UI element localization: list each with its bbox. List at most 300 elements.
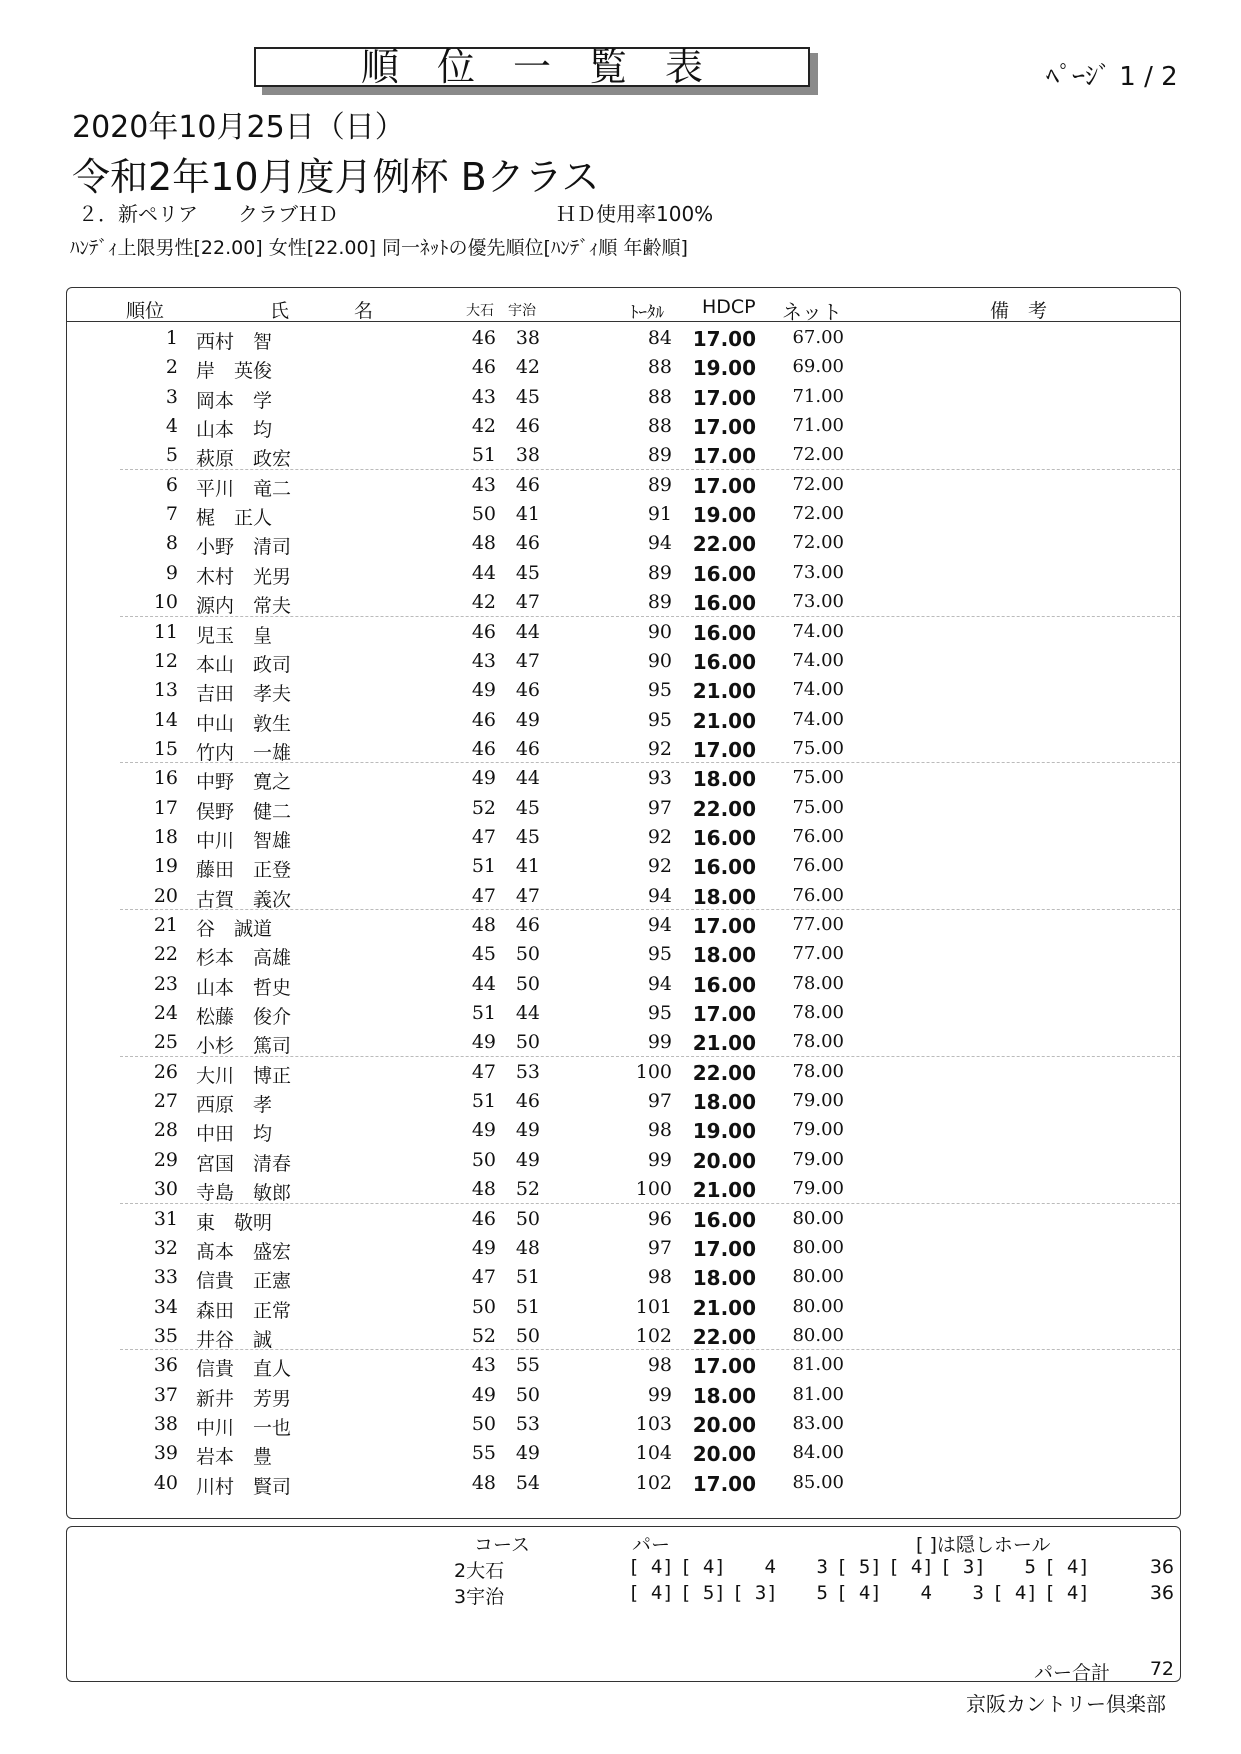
par-total-label: パー合計: [1034, 1662, 1111, 1684]
rank-cell: 5: [165, 444, 178, 467]
in-score: 47: [515, 591, 540, 614]
player-name: 中川 一也: [196, 1416, 292, 1439]
hdcp-value: 21.00: [692, 1295, 756, 1320]
in-score: 46: [515, 532, 540, 555]
player-name: 杉本 高雄: [196, 947, 292, 970]
rank-cell: 34: [153, 1295, 178, 1318]
table-row: [0, 1086, 1241, 1115]
in-score: 50: [515, 1324, 540, 1347]
out-score: 43: [471, 473, 496, 496]
player-name: 中野 寛之: [196, 771, 292, 794]
hdcp-value: 17.00: [692, 914, 756, 938]
total-score: 84: [647, 327, 672, 349]
hdcp-value: 17.00: [692, 737, 756, 762]
player-name: 山本 哲史: [196, 976, 292, 999]
net-score: 74.00: [792, 679, 844, 701]
total-score: 94: [647, 532, 672, 555]
par-label: パー: [632, 1534, 671, 1556]
hole-par: [ 4]: [888, 1556, 934, 1578]
net-score: 72.00: [792, 503, 844, 525]
hdcp-value: 21.00: [692, 1031, 756, 1056]
table-row: [0, 440, 1241, 469]
total-score: 89: [647, 561, 672, 584]
out-score: 48: [471, 914, 496, 936]
total-score: 92: [647, 737, 672, 760]
hole-par: [ 4]: [1044, 1582, 1090, 1604]
out-score: 48: [471, 1178, 496, 1201]
hdcp-value: 18.00: [692, 1090, 756, 1115]
total-score: 89: [647, 473, 672, 496]
table-row: [0, 969, 1241, 998]
in-score: 44: [515, 620, 540, 643]
rank-cell: 26: [153, 1060, 178, 1083]
hdcp-value: 16.00: [692, 825, 756, 850]
rank-cell: 1: [165, 327, 178, 349]
player-name: 梶 正人: [196, 507, 273, 530]
in-score: 46: [515, 415, 540, 438]
total-score: 94: [647, 914, 672, 936]
rank-cell: 18: [153, 825, 178, 848]
in-score: 45: [515, 561, 540, 584]
table-row: [0, 1262, 1241, 1291]
table-row: [0, 1145, 1241, 1174]
player-name: 中田 均: [196, 1123, 273, 1146]
player-name: 信貴 正憲: [196, 1270, 292, 1293]
rank-cell: 8: [165, 532, 178, 555]
in-score: 45: [515, 796, 540, 819]
col-net: ネット: [782, 300, 842, 324]
hdcp-value: 17.00: [692, 1002, 756, 1027]
in-score: 49: [515, 1119, 540, 1142]
rank-cell: 4: [165, 415, 178, 438]
total-score: 88: [647, 385, 672, 408]
hole-par: [ 5]: [836, 1556, 882, 1578]
net-score: 67.00: [792, 327, 844, 348]
player-name: 谷 誠道: [196, 918, 273, 940]
col-total: ﾄｰﾀﾙ: [630, 303, 664, 323]
table-row: [0, 470, 1241, 499]
total-score: 97: [647, 1236, 672, 1259]
hdcp-value: 22.00: [692, 796, 756, 821]
in-score: 47: [515, 884, 540, 907]
in-score: 50: [515, 972, 540, 995]
total-score: 90: [647, 620, 672, 643]
hole-par: [ 4]: [680, 1556, 726, 1578]
table-row: [0, 499, 1241, 528]
hdcp-value: 20.00: [692, 1148, 756, 1173]
table-row: [0, 851, 1241, 880]
table-row: [0, 939, 1241, 968]
in-score: 51: [515, 1266, 540, 1289]
in-score: 49: [515, 1442, 540, 1465]
total-score: 99: [647, 1383, 672, 1406]
table-row: [0, 1292, 1241, 1321]
out-score: 47: [471, 1060, 496, 1083]
in-score: 38: [515, 444, 540, 467]
rank-cell: 9: [165, 561, 178, 584]
in-score: 50: [515, 943, 540, 966]
rank-cell: 7: [165, 503, 178, 526]
total-score: 88: [647, 415, 672, 438]
player-name: 源内 常夫: [196, 595, 292, 618]
out-score: 46: [471, 1207, 496, 1230]
total-score: 89: [647, 591, 672, 614]
net-score: 74.00: [792, 649, 844, 671]
net-score: 80.00: [792, 1266, 844, 1288]
hdcp-value: 16.00: [692, 1207, 756, 1232]
rank-cell: 16: [153, 767, 178, 790]
total-score: 98: [647, 1354, 672, 1377]
out-score: 51: [471, 1090, 496, 1113]
player-name: 井谷 誠: [196, 1328, 273, 1351]
in-score: 44: [515, 1002, 540, 1025]
table-row: [0, 1115, 1241, 1144]
player-name: 西原 孝: [196, 1094, 273, 1117]
table-row: [0, 617, 1241, 646]
out-score: 47: [471, 1266, 496, 1289]
hdcp-value: 16.00: [692, 649, 756, 674]
table-row: [0, 528, 1241, 557]
course-name: 3宇治: [454, 1586, 505, 1608]
player-name: 吉田 孝夫: [196, 683, 292, 706]
in-score: 46: [515, 737, 540, 760]
player-name: 東 敬明: [196, 1211, 273, 1234]
in-score: 52: [515, 1178, 540, 1201]
hole-par: [ 4]: [1044, 1556, 1090, 1578]
col-name-1: 氏: [270, 300, 290, 322]
in-score: 44: [515, 767, 540, 790]
net-score: 75.00: [792, 796, 844, 818]
player-name: 松藤 俊介: [196, 1006, 292, 1029]
player-name: 髙本 盛宏: [196, 1240, 292, 1263]
player-name: 岩本 豊: [196, 1446, 273, 1469]
total-score: 88: [647, 356, 672, 379]
player-name: 木村 光男: [196, 565, 292, 588]
total-score: 103: [635, 1412, 672, 1435]
hd-rate: ＨＤ使用率100%: [556, 202, 714, 226]
net-score: 79.00: [792, 1178, 844, 1200]
in-score: 45: [515, 825, 540, 848]
rank-cell: 36: [153, 1354, 178, 1377]
out-score: 47: [471, 884, 496, 907]
hdcp-value: 17.00: [692, 1354, 756, 1379]
total-score: 100: [635, 1060, 672, 1083]
table-row: [0, 1380, 1241, 1409]
rank-cell: 20: [153, 884, 178, 907]
net-score: 83.00: [792, 1412, 844, 1434]
out-score: 48: [471, 532, 496, 555]
player-name: 新井 芳男: [196, 1387, 292, 1410]
course-name: 2大石: [454, 1560, 505, 1582]
out-score: 52: [471, 796, 496, 819]
net-score: 80.00: [792, 1236, 844, 1258]
out-score: 44: [471, 561, 496, 584]
table-row: [0, 675, 1241, 704]
rank-cell: 28: [153, 1119, 178, 1142]
net-score: 77.00: [792, 914, 844, 935]
hdcp-value: 17.00: [692, 415, 756, 440]
hole-par: [ 5]: [680, 1582, 726, 1604]
in-score: 55: [515, 1354, 540, 1377]
hdcp-value: 20.00: [692, 1442, 756, 1467]
total-score: 93: [647, 767, 672, 790]
total-score: 92: [647, 855, 672, 878]
in-score: 42: [515, 356, 540, 379]
table-row: [0, 1027, 1241, 1056]
hole-par: 3: [972, 1582, 984, 1604]
hdcp-value: 17.00: [692, 444, 756, 469]
rank-cell: 32: [153, 1236, 178, 1259]
hole-par: 4: [920, 1582, 932, 1604]
hole-par: [ 3]: [732, 1582, 778, 1604]
player-name: 中山 敦生: [196, 712, 292, 735]
player-name: 竹内 一雄: [196, 741, 292, 764]
player-name: 古賀 義次: [196, 888, 292, 911]
table-row: [0, 705, 1241, 734]
hdcp-value: 22.00: [692, 532, 756, 557]
net-score: 78.00: [792, 1002, 844, 1024]
hdcp-value: 22.00: [692, 1324, 756, 1349]
out-score: 44: [471, 972, 496, 995]
net-score: 80.00: [792, 1295, 844, 1317]
table-row: [0, 1174, 1241, 1203]
player-name: 本山 政司: [196, 653, 292, 676]
hdcp-value: 16.00: [692, 972, 756, 997]
hdcp-value: 21.00: [692, 679, 756, 704]
total-score: 100: [635, 1178, 672, 1201]
table-row: [0, 910, 1241, 939]
rank-cell: 30: [153, 1178, 178, 1201]
hole-par: 5: [816, 1582, 828, 1604]
hdcp-value: 16.00: [692, 855, 756, 880]
col-rank: 順位: [126, 300, 165, 322]
hole-par: [ 4]: [836, 1582, 882, 1604]
table-row: [0, 411, 1241, 440]
total-score: 90: [647, 649, 672, 672]
out-score: 49: [471, 679, 496, 702]
player-name: 西村 智: [196, 331, 273, 353]
net-score: 78.00: [792, 1060, 844, 1082]
rank-cell: 3: [165, 385, 178, 408]
player-name: 平川 竜二: [196, 477, 292, 500]
net-score: 69.00: [792, 356, 844, 378]
in-score: 46: [515, 679, 540, 702]
out-score: 51: [471, 1002, 496, 1025]
hole-par: 4: [764, 1556, 776, 1578]
out-score: 49: [471, 1119, 496, 1142]
table-row: [0, 1057, 1241, 1086]
table-row: [0, 1409, 1241, 1438]
rank-cell: 11: [153, 620, 178, 643]
rank-cell: 38: [153, 1412, 178, 1435]
hidden-hole-note: [ ]は隠しホール: [916, 1534, 1051, 1556]
player-name: 中川 智雄: [196, 829, 292, 852]
rank-cell: 23: [153, 972, 178, 995]
hole-par: [ 4]: [628, 1556, 674, 1578]
total-score: 95: [647, 1002, 672, 1025]
rank-cell: 2: [165, 356, 178, 379]
hdcp-value: 19.00: [692, 1119, 756, 1144]
rank-cell: 33: [153, 1266, 178, 1289]
out-score: 48: [471, 1471, 496, 1494]
net-score: 76.00: [792, 884, 844, 906]
net-score: 74.00: [792, 708, 844, 730]
out-score: 46: [471, 708, 496, 731]
out-score: 46: [471, 356, 496, 379]
out-score: 49: [471, 1031, 496, 1054]
rank-cell: 40: [153, 1471, 178, 1494]
total-score: 97: [647, 1090, 672, 1113]
hdcp-value: 18.00: [692, 943, 756, 968]
out-score: 46: [471, 327, 496, 349]
in-score: 47: [515, 649, 540, 672]
in-score: 53: [515, 1060, 540, 1083]
page-number: ﾍﾟｰｼﾞ 1 / 2: [1046, 62, 1178, 92]
hdcp-value: 16.00: [692, 620, 756, 645]
hdcp-value: 20.00: [692, 1412, 756, 1437]
title-box: [254, 47, 810, 87]
table-row: [0, 323, 1241, 352]
course-par-total: 36: [1149, 1582, 1174, 1604]
total-score: 95: [647, 943, 672, 966]
table-row: [0, 822, 1241, 851]
out-score: 50: [471, 1148, 496, 1171]
player-name: 岡本 学: [196, 389, 273, 412]
table-row: [0, 352, 1241, 381]
col-name-2: 名: [354, 300, 374, 322]
total-score: 102: [635, 1324, 672, 1347]
total-score: 96: [647, 1207, 672, 1230]
total-score: 94: [647, 884, 672, 907]
total-score: 99: [647, 1031, 672, 1054]
table-row: [0, 558, 1241, 587]
event-date: 2020年10月25日（日）: [72, 110, 405, 145]
hdcp-value: 16.00: [692, 561, 756, 586]
player-name: 児玉 皇: [196, 624, 273, 647]
out-score: 45: [471, 943, 496, 966]
net-score: 81.00: [792, 1383, 844, 1405]
net-score: 80.00: [792, 1207, 844, 1229]
in-score: 53: [515, 1412, 540, 1435]
rank-cell: 35: [153, 1324, 178, 1347]
in-score: 41: [515, 855, 540, 878]
net-score: 71.00: [792, 415, 844, 437]
in-score: 54: [515, 1471, 540, 1494]
rank-cell: 27: [153, 1090, 178, 1113]
hdcp-value: 17.00: [692, 1236, 756, 1261]
hdcp-value: 19.00: [692, 503, 756, 528]
in-score: 48: [515, 1236, 540, 1259]
table-row: [0, 1233, 1241, 1262]
hole-par: [ 4]: [628, 1582, 674, 1604]
net-score: 81.00: [792, 1354, 844, 1376]
net-score: 72.00: [792, 532, 844, 554]
scoring-method: ２．新ペリア クラブＨＤ: [78, 202, 338, 226]
rank-cell: 15: [153, 737, 178, 760]
out-score: 51: [471, 444, 496, 467]
rank-cell: 12: [153, 649, 178, 672]
rank-cell: 10: [153, 591, 178, 614]
player-name: 寺島 敏郎: [196, 1182, 292, 1205]
table-row: [0, 881, 1241, 910]
player-name: 大川 博正: [196, 1064, 292, 1087]
club-name: 京阪カントリー倶楽部: [966, 1692, 1166, 1716]
in-score: 50: [515, 1031, 540, 1054]
col-remarks: 備 考: [990, 300, 1048, 322]
out-score: 46: [471, 620, 496, 643]
in-score: 46: [515, 473, 540, 496]
net-score: 77.00: [792, 943, 844, 965]
out-score: 46: [471, 737, 496, 760]
net-score: 71.00: [792, 385, 844, 407]
hdcp-value: 16.00: [692, 591, 756, 616]
player-name: 山本 均: [196, 419, 273, 442]
net-score: 72.00: [792, 444, 844, 466]
hdcp-value: 22.00: [692, 1060, 756, 1085]
player-name: 岸 英俊: [196, 360, 273, 383]
net-score: 85.00: [792, 1471, 844, 1493]
player-name: 信貴 直人: [196, 1358, 292, 1381]
net-score: 74.00: [792, 620, 844, 642]
rank-cell: 19: [153, 855, 178, 878]
table-row: [0, 763, 1241, 792]
total-score: 94: [647, 972, 672, 995]
hdcp-value: 17.00: [692, 385, 756, 410]
player-name: 森田 正常: [196, 1299, 292, 1322]
hdcp-value: 17.00: [692, 1471, 756, 1496]
in-score: 38: [515, 327, 540, 349]
total-score: 91: [647, 503, 672, 526]
col-out: 大石: [466, 303, 494, 319]
player-name: 小杉 篤司: [196, 1035, 292, 1058]
net-score: 79.00: [792, 1090, 844, 1112]
in-score: 50: [515, 1383, 540, 1406]
out-score: 52: [471, 1324, 496, 1347]
in-score: 46: [515, 914, 540, 936]
total-score: 98: [647, 1266, 672, 1289]
rank-cell: 13: [153, 679, 178, 702]
rank-cell: 31: [153, 1207, 178, 1230]
rank-cell: 29: [153, 1148, 178, 1171]
par-total: 72: [1149, 1658, 1174, 1680]
player-name: 宮国 清春: [196, 1152, 292, 1175]
rank-cell: 22: [153, 943, 178, 966]
out-score: 51: [471, 855, 496, 878]
course-label: コース: [474, 1534, 531, 1556]
in-score: 51: [515, 1295, 540, 1318]
rank-cell: 17: [153, 796, 178, 819]
page-title: 順位一覧表: [360, 45, 741, 89]
table-row: [0, 646, 1241, 675]
hdcp-value: 18.00: [692, 1383, 756, 1408]
table-row: [0, 1204, 1241, 1233]
hole-par: 5: [1024, 1556, 1036, 1578]
net-score: 79.00: [792, 1119, 844, 1141]
in-score: 45: [515, 385, 540, 408]
net-score: 76.00: [792, 855, 844, 877]
net-score: 75.00: [792, 767, 844, 789]
table-row: [0, 1468, 1241, 1497]
in-score: 41: [515, 503, 540, 526]
net-score: 76.00: [792, 825, 844, 847]
event-title: 令和2年10月度月例杯 Bクラス: [72, 155, 600, 199]
total-score: 89: [647, 444, 672, 467]
course-par-total: 36: [1149, 1556, 1174, 1578]
hdcp-value: 18.00: [692, 1266, 756, 1291]
out-score: 50: [471, 1295, 496, 1318]
player-name: 川村 賢司: [196, 1475, 292, 1498]
table-row: [0, 734, 1241, 763]
